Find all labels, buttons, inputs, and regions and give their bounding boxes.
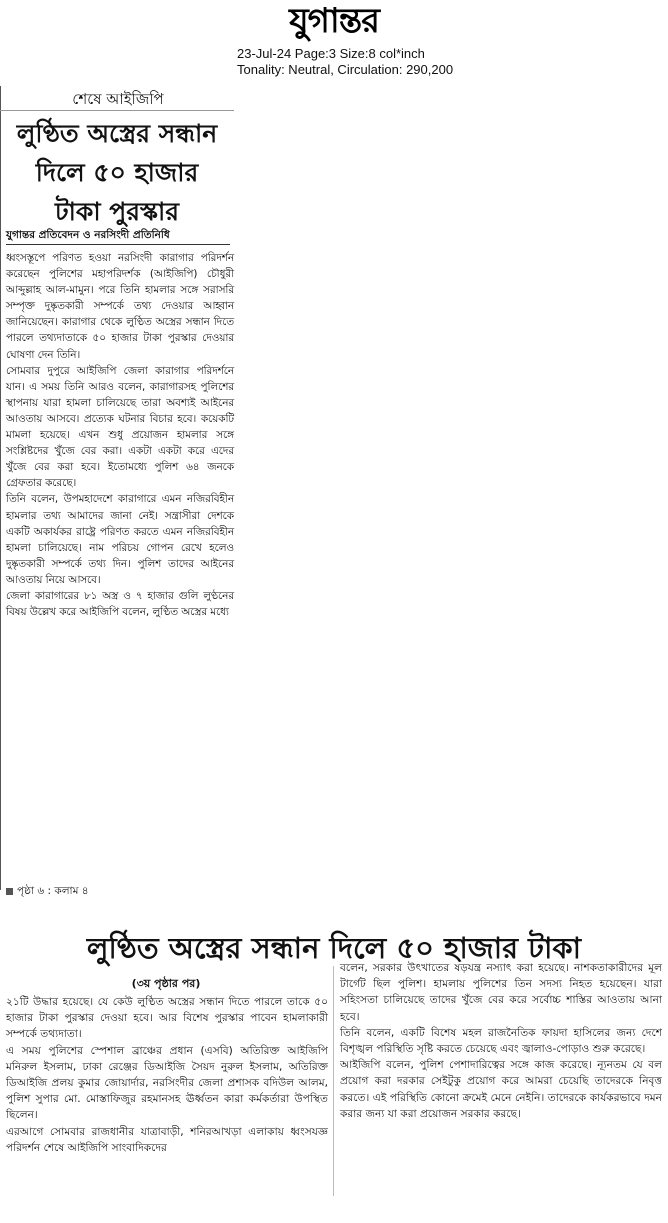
article-kicker: শেষে আইজিপি [72, 90, 164, 108]
body-paragraph: এরআগে সোমবার রাজধানীর যাত্রাবাড়ী, শনিরআখড়া এলাকায় ধ্বংসযজ্ঞ পরিদর্শন শেষে আইজিপি সাংবাদিকদের [6, 1125, 328, 1154]
clip-meta-line: 23-Jul-24 Page:3 Size:8 col*inch [237, 46, 425, 61]
body-paragraph: আইজিপি বলেন, পুলিশ পেশাদারিত্বের সঙ্গে কাজ করেছে। ন্যূনতম যে বল প্রয়োগ করা দরকার সেইটুকু প্রয়োগ করে আমরা চেয়েছি তাদেরকে নিবৃত্ত করতে। এই পরিস্থিতি কোনো ক্রমেই মেনে নেইনি। তাদেরকে কার্যকরভাবে দমন করার জন্য যা করা প্রয়োজন সরকার করছে। [340, 1059, 662, 1120]
article-body [6, 250, 234, 620]
article-byline: যুগান্তর প্রতিবেদন ও নরসিংদী প্রতিনিধি [6, 229, 170, 241]
jump-reference [6, 884, 89, 898]
square-bullet-icon [6, 888, 13, 895]
continuation-left-column [6, 994, 328, 1156]
byline-divider [6, 244, 230, 245]
body-paragraph: ধ্বংসস্তূপে পরিণত হওয়া নরসিংদী কারাগার পরিদর্শন করেছেন পুলিশের মহাপরিদর্শক (আইজিপি) চৌধুরী আব্দুল্লাহ আল-মামুন। পরে তিনি হামলার সঙ্গে সরাসরি সম্পৃক্ত দুষ্কৃতকারী সম্পর্কে তথ্য দেওয়ার আহ্বান জানিয়েছেন। কারাগার থেকে লুণ্ঠিত অস্ত্রের সন্ধান দিতে পারলে তথ্যদাতাকে ৫০ হাজার টাকা পুরস্কার দেওয়ার ঘোষণা দেন তিনি। [6, 252, 234, 361]
body-paragraph: তিনি বলেন, উপমহাদেশে কারাগারে এমন নজিরবিহীন হামলার তথ্য আমাদের জানা নেই। সন্ত্রাসীরা দেশকে একটি অকার্যকর রাষ্ট্রে পরিণত করতে এমন নজিরবিহীন হামলা চালিয়েছে। নাম পরিচয় গোপন রেখে হলেও দুষ্কৃতকারী সম্পর্কে তথ্য দিন। পুলিশ তাদের আইনের আওতায় নিয়ে আসবে। [6, 493, 234, 586]
column-rule [0, 86, 1, 890]
continued-from-label: (৩য় পৃষ্ঠার পর) [131, 977, 201, 990]
continuation-right-column [340, 960, 662, 1122]
headline-line: দিলে ৫০ হাজার [35, 158, 199, 187]
headline-line: লুণ্ঠিত অস্ত্রের সন্ধান [16, 119, 218, 148]
headline-line: টাকা পুরস্কার [54, 197, 180, 226]
continuation-headline: লুণ্ঠিত অস্ত্রের সন্ধান দিলে ৫০ হাজার টাকা [86, 931, 582, 965]
newspaper-logo: যুগান্তর [289, 1, 379, 41]
kicker-divider [0, 110, 234, 111]
jump-label: পৃষ্ঠা ৬ : কলাম ৪ [17, 885, 89, 897]
article-headline [4, 114, 230, 231]
body-paragraph: এ সময় পুলিশের স্পেশাল ব্রাঞ্চের প্রধান (এসবি) অতিরিক্ত আইজিপি মনিরুল ইসলাম, ঢাকা রেঞ্জের ডিআইজি সৈয়দ নুরুল ইসলাম, অতিরিক্ত ডিআইজি প্রলয় কুমার জোয়ার্দার, নরসিংদীর জেলা প্রশাসক বদিউল আলম, পুলিশ সুপার মো. মোস্তাফিজুর রহমানসহ ঊর্ধ্বতন কারা কর্মকর্তারা উপস্থিত ছিলেন। [6, 1044, 328, 1122]
body-paragraph: সোমবার দুপুরে আইজিপি জেলা কারাগার পরিদর্শনে যান। এ সময় তিনি আরও বলেন, কারাগারসহ পুলিশের স্থাপনায় যারা হামলা চালিয়েছে তারা অবশ্যই আইনের আওতায় আসবে। প্রত্যেক ঘটনার বিচার হবে। কয়েকটি মামলা হয়েছে। এখন শুধু প্রয়োজন হামলার সঙ্গে সংশ্লিষ্টদের খুঁজে বের করা। একটা একটা করে এদের খুঁজে বের করা হবে। ইতোমধ্যে পুলিশ ৬৪ জনকে গ্রেফতার করেছে। [6, 364, 234, 490]
masthead [0, 0, 668, 82]
clip-tonality-line: Tonality: Neutral, Circulation: 290,200 [237, 62, 454, 77]
body-paragraph: তিনি বলেন, একটি বিশেষ মহল রাজনৈতিক ফায়দা হাসিলের জন্য দেশে বিশৃঙ্খল পরিস্থিতি সৃষ্টি করতে চেয়েছে এবং জ্বালাও-পোড়াও শুরু করেছে। [340, 1026, 662, 1056]
column-divider [333, 966, 334, 1196]
body-paragraph: বলেন, সরকার উৎখাতের ষড়যন্ত্র নস্যাৎ করা হয়েছে। নাশকতাকারীদের মূল টার্গেট ছিল পুলিশ। হামলায় পুলিশের তিন সদস্য নিহত হয়েছেন। যারা সহিংসতা চালিয়েছে তাদের খুঁজে বের করে সর্বোচ্চ শাস্তির আওতায় আনা হবে। [340, 962, 662, 1023]
body-paragraph: ২১টি উদ্ধার হয়েছে। যে কেউ লুণ্ঠিত অস্ত্রের সন্ধান দিতে পারলে তাকে ৫০ হাজার টাকা পুরস্কার দেওয়া হবে। আর বিশেষ পুরস্কার পাবেন হামলাকারী সম্পর্কে তথ্যদাতা। [6, 996, 328, 1041]
body-paragraph: জেলা কারাগারের ৮১ অস্ত্র ও ৭ হাজার গুলি লুণ্ঠনের বিষয় উল্লেখ করে আইজিপি বলেন, লুণ্ঠিত অস্ত্রের মধ্যে [6, 589, 234, 619]
